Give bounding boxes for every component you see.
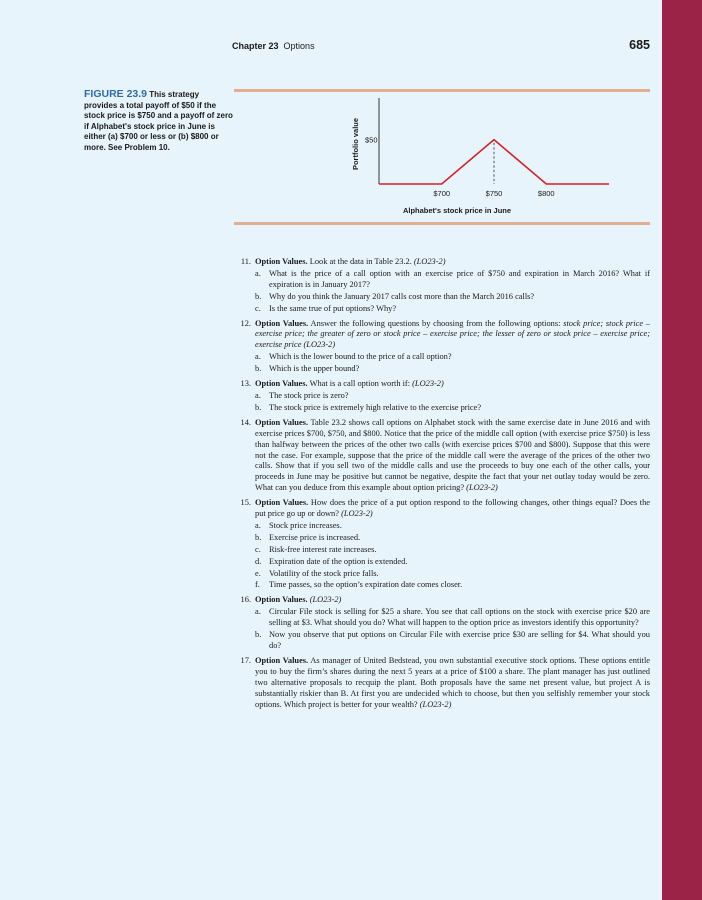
problem-16 [233, 595, 650, 652]
subquestion-letter: f. [255, 580, 260, 590]
problem-12 [233, 319, 650, 376]
subquestion-text: Expiration date of the option is extended. [269, 556, 408, 566]
page-edge-band [662, 0, 702, 900]
problem-title: Option Values. [255, 655, 309, 665]
problem-14 [233, 418, 650, 494]
problem-number: 16. [240, 595, 251, 605]
learning-objective-ref: (LO23-2) [412, 379, 444, 389]
subquestion [255, 545, 650, 556]
subquestion-text: Stock price increases. [269, 520, 342, 530]
running-head [232, 40, 650, 54]
subquestion [255, 580, 650, 591]
subquestion-letter: b. [255, 402, 262, 412]
problem-number: 14. [240, 417, 251, 427]
subquestion [255, 630, 650, 652]
subquestion-text: What is the price of a call option with an exercise price of $750 and expiration in March 2016? What if expiration is in January 2017? [269, 268, 650, 289]
subquestion-letter: b. [255, 532, 262, 542]
problem-text: What is a call option worth if: [309, 379, 411, 389]
problem-11 [233, 257, 650, 315]
subquestion-letter: c. [255, 544, 261, 554]
problem-text: Answer the following questions by choosing from the following options: [310, 318, 561, 328]
figure-label: FIGURE 23.9 [84, 88, 148, 100]
subquestion-letter: b. [255, 630, 262, 640]
y-annotation-label: $50 [365, 135, 378, 145]
problem-15 [233, 498, 650, 591]
problem-number: 11. [240, 257, 251, 266]
subquestion-text: Risk-free interest rate increases. [269, 544, 377, 554]
learning-objective-ref: (LO23-2) [413, 257, 446, 266]
payoff-chart [234, 92, 650, 222]
page-number: 685 [629, 38, 650, 52]
subquestion-letter: b. [255, 364, 262, 374]
problem-number: 17. [240, 655, 251, 665]
subquestion-letter: b. [255, 291, 262, 301]
subquestion-text: Volatility of the stock price falls. [269, 568, 379, 578]
problem-title: Option Values. [255, 257, 308, 266]
problem-17 [233, 656, 650, 711]
subquestion-letter: d. [255, 556, 262, 566]
x-tick-labels [433, 189, 554, 198]
learning-objective-ref: (LO23-2) [341, 509, 373, 519]
x-tick-label: $700 [433, 189, 451, 198]
subquestion-text: Is the same true of put options? Why? [269, 303, 397, 313]
problem-number: 13. [240, 379, 251, 389]
subquestion-text: The stock price is extremely high relative to the exercise price? [269, 402, 482, 412]
subquestion-text: Why do you think the January 2017 calls cost more than the March 2016 calls? [269, 291, 535, 301]
problem-number: 12. [240, 318, 251, 328]
subquestion-text: Which is the lower bound to the price of a call option? [269, 352, 452, 362]
subquestion-letter: c. [255, 303, 261, 313]
subquestion-letter: a. [255, 352, 261, 362]
learning-objective-ref: (LO23-2) [466, 483, 498, 493]
subquestion-text: Circular File stock is selling for $25 a share. You see that call options on the stock with exercise price $20 are selling at $3. What should you do? What will happen to the option price as investors identify this opportunity? [269, 607, 650, 628]
problem-text: As manager of United Bedstead, you own substantial executive stock options. These options entitle you to buy the firm’s shares during the next 5 years at a price of $100 a share. The plant manager has just outlined two alternative proposals to recquip the plant. Both proposals have the same net present value, but project A is substantially riskier than B. At first you are undecided which to choose, but then you selfishly remember your stock options. Which project is better for your wealth? [255, 655, 650, 709]
subquestion-letter: a. [255, 268, 261, 278]
problem-text: Table 23.2 shows call options on Alphabet stock with the same exercise date in June 2016 and with exercise prices $700, $750, and $800. Notice that the price of the middle call option (with exercise price $750) is less than halfway between the prices of the other two calls (with exercise prices $700 and $800). Suppose that this were not the case. For example, suppose that the price of the middle call were the average of the prices of the other two calls. Show that if you sell two of the middle calls and use the proceeds to buy one each of the other calls, your proceeds in June may be positive but cannot be negative, despite the fact that your net outlay today would be zero. What can you deduce from this example about option pricing? [255, 417, 650, 493]
running-head-chapter: Chapter 23 Options [232, 41, 315, 51]
figure-bottom-rule [234, 222, 650, 225]
problem-options: stock price; stock price – exercise price; the greater of zero or stock price – exercise price; the lesser of zero or stock price – exercise price; exercise price [255, 318, 650, 350]
subquestion-text: Which is the upper bound? [269, 364, 360, 374]
figure-caption-text: This strategy provides a total payoff of $50 if the stock price is $750 and a payoff of zero if Alphabet's stock price in June is either (a) $700 or less or (b) $800 or more. See Problem 10. [84, 90, 233, 152]
subquestion [255, 607, 650, 629]
problem-text: Look at the data in Table 23.2. [309, 257, 412, 266]
subquestion-text: Exercise price is increased. [269, 532, 361, 542]
subquestion [255, 557, 650, 568]
problem-title: Option Values. [255, 595, 308, 605]
problem-13 [233, 379, 650, 414]
subquestion-text: Now you observe that put options on Circular File with exercise price $30 are selling for $4. What should you do? [269, 630, 650, 650]
subquestion-letter: e. [255, 568, 261, 578]
subquestion-letter: a. [255, 390, 261, 400]
figure-caption [84, 89, 234, 153]
subquestion [255, 569, 650, 580]
problem-title: Option Values. [255, 417, 309, 427]
subquestion-text: Time passes, so the option’s expiration date comes closer. [269, 580, 463, 590]
problems-list [233, 257, 650, 714]
subquestion [255, 304, 650, 315]
subquestion [255, 352, 650, 363]
problem-number: 15. [240, 498, 251, 508]
y-axis-label: Portfolio value [351, 117, 360, 171]
subquestion [255, 269, 650, 291]
problem-title: Option Values. [255, 498, 309, 508]
learning-objective-ref: (LO23-2) [419, 699, 452, 709]
subquestion [255, 521, 650, 532]
subquestion [255, 533, 650, 544]
problem-title: Option Values. [255, 318, 309, 328]
x-tick-label: $800 [537, 189, 555, 198]
subquestion [255, 364, 650, 375]
x-axis-label: Alphabet's stock price in June [402, 206, 512, 215]
subquestion-letter: a. [255, 607, 261, 617]
learning-objective-ref: (LO23-2) [303, 340, 336, 350]
subquestion [255, 391, 650, 402]
subquestion-text: The stock price is zero? [269, 390, 349, 400]
problem-text: How does the price of a put option respond to the following changes, other things equal? Does the put price go up or down? [255, 498, 650, 519]
subquestion-letter: a. [255, 520, 261, 530]
learning-objective-ref: (LO23-2) [309, 595, 342, 605]
x-tick-label: $750 [485, 189, 503, 198]
subquestion [255, 292, 650, 303]
subquestion [255, 403, 650, 414]
problem-title: Option Values. [255, 379, 308, 389]
